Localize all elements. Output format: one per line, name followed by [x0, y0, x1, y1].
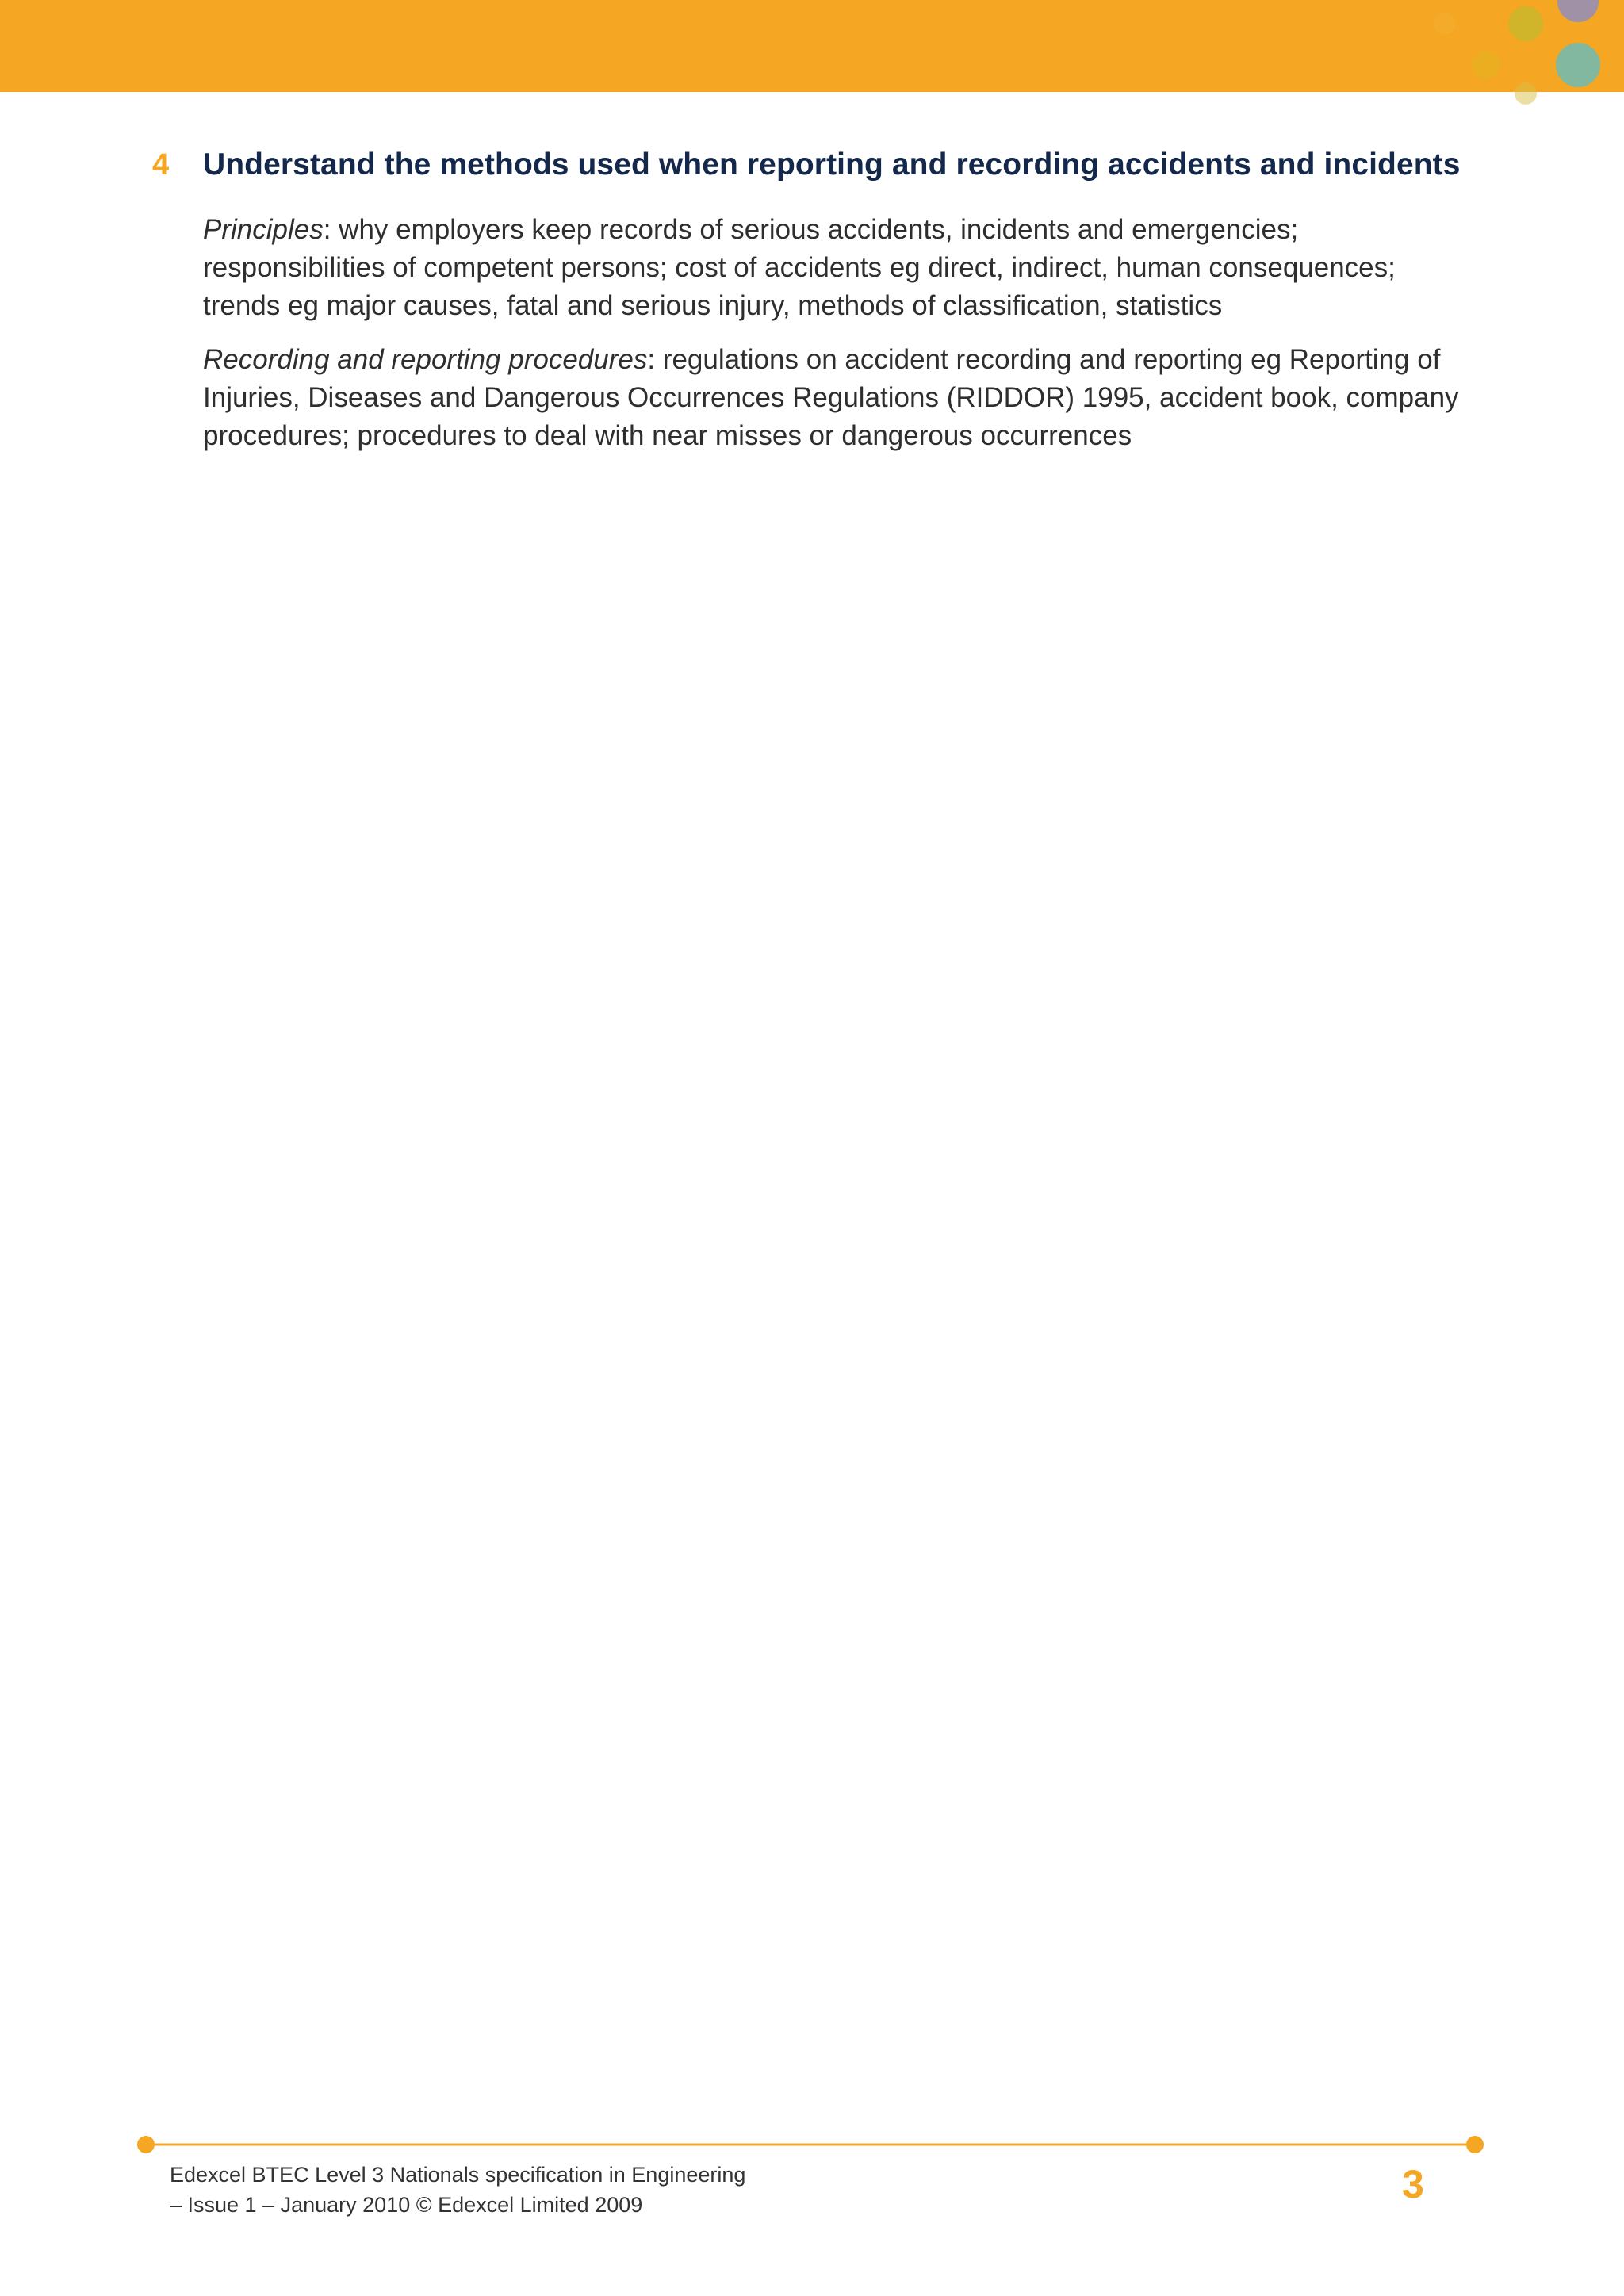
paragraph-term: Recording and reporting procedures — [203, 344, 648, 375]
footer-line-1: Edexcel BTEC Level 3 Nationals specification in Engineering — [170, 2163, 746, 2187]
section-number: 4 — [152, 148, 170, 182]
paragraph-principles — [203, 211, 1480, 325]
section-heading — [152, 147, 1484, 182]
dot-teal — [1556, 43, 1600, 87]
section-body — [203, 211, 1480, 455]
footer-text — [170, 2160, 745, 2220]
paragraph-text: : why employers keep records of serious accidents, incidents and emergencies; responsibilities of competent persons; cost of accidents eg direct, indirect, human consequences; trends eg major causes, fatal and serious injury, methods of classification, statistics — [203, 214, 1396, 321]
dot-faint-2 — [1434, 13, 1456, 35]
footer-rule-right-dot — [1466, 2136, 1484, 2153]
section — [152, 147, 1484, 471]
footer-rule — [136, 2133, 1484, 2156]
decorative-dots-icon — [0, 0, 1624, 111]
page-number: 3 — [1402, 2162, 1424, 2206]
paragraph-recording-procedures — [203, 341, 1480, 455]
footer-line-2: – Issue 1 – January 2010 © Edexcel Limited 2009 — [170, 2193, 643, 2217]
dot-faint-3 — [1515, 82, 1537, 105]
dot-faint-1 — [1472, 51, 1500, 79]
dot-purple — [1557, 0, 1599, 22]
section-title: Understand the methods used when reporting and recording accidents and incidents — [203, 147, 1461, 182]
paragraph-term: Principles — [203, 214, 324, 245]
paragraph-text: : regulations on accident recording and reporting eg Reporting of Injuries, Diseases and Dangerous Occurrences Regulations (RIDDOR) 1995, accident book, company procedures; procedures to deal with near misses or dangerous occurrences — [203, 344, 1459, 451]
footer-rule-left-dot — [137, 2136, 155, 2153]
dot-olive — [1508, 6, 1543, 41]
